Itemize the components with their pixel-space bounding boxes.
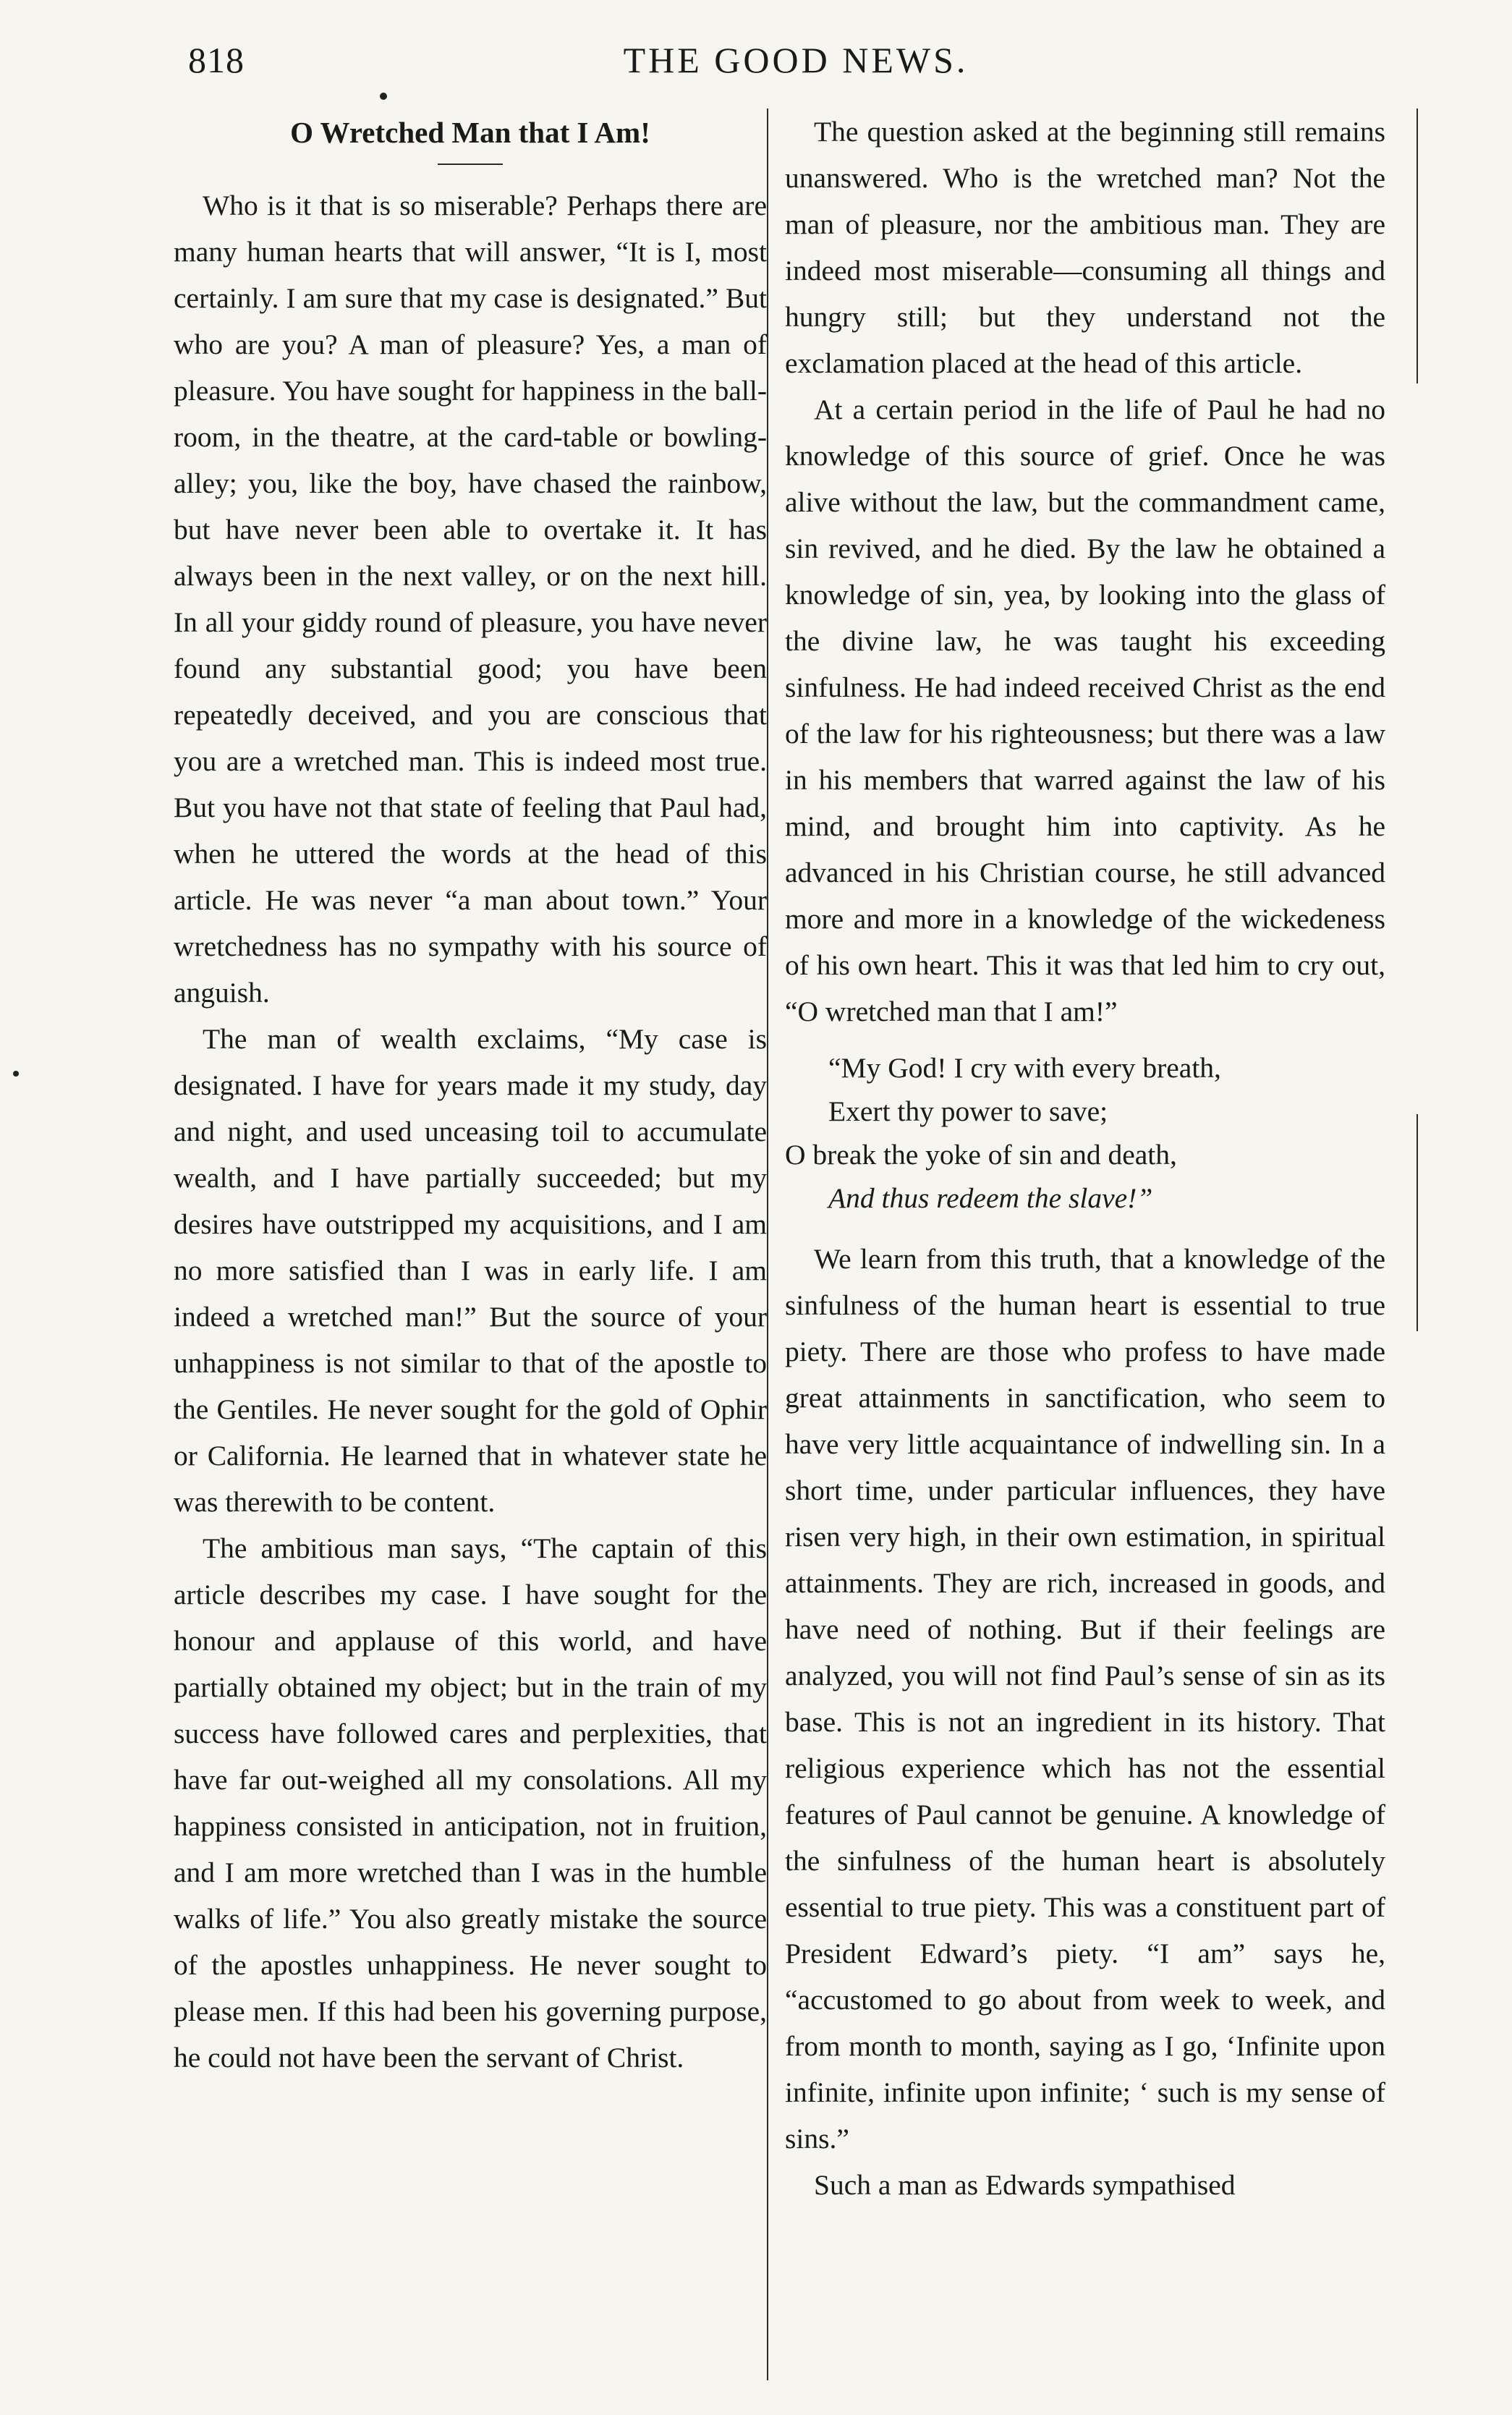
page-number: 818 — [188, 40, 245, 80]
poem-line: Exert thy power to save; — [828, 1095, 1108, 1127]
poem-line: “My God! I cry with every breath, — [828, 1052, 1221, 1084]
title-rule — [438, 164, 503, 165]
left-column — [174, 109, 767, 2081]
right-margin-rule-top — [1417, 109, 1418, 383]
running-title: THE GOOD NEWS. — [623, 40, 969, 80]
column-divider — [767, 109, 768, 2380]
paragraph-ambitious-man: The ambitious man says, “The captain of this article describes my case. I have sought for the honour and applause of this world, and have partially obtained my object; but in the train of my success have followed cares and perplexities, that have far out-weighed all my consolations. All my happiness consisted in anticipation, not in fruition, and I am more wretched than I was in the humble walks of life.” You also greatly mistake the source of the apostles unhappiness. He never sought to please men. If this had been his governing purpose, he could not have been the servant of Christ. — [174, 1532, 767, 2074]
paragraph-edwards-sympathised: Such a man as Edwards sympathised — [814, 2169, 1236, 2201]
article-title: O Wretched Man that I Am! — [290, 116, 650, 149]
poem-stanza — [785, 1046, 1385, 1220]
ink-speck — [380, 93, 387, 100]
poem-line: O break the yoke of sin and death, — [785, 1139, 1177, 1171]
poem-line: And thus redeem the slave!” — [828, 1182, 1153, 1214]
paragraph-question-unanswered: The question asked at the beginning still remains unanswered. Who is the wretched man? Not the man of pleasure, nor the ambitious man. They are indeed most miserable—consuming all things and hungry still; but they understand not the exclamation placed at the head of this article. — [785, 116, 1385, 379]
paragraph-man-of-wealth: The man of wealth exclaims, “My case is designated. I have for years made it my study, day and night, and used unceasing toil to accumulate wealth, and I have partially succeeded; but my desires have outstripped my acquisitions, and I am no more satisfied than I was in early life. I am indeed a wretched man!” But the source of your unhappiness is not similar to that of the apostle to the Gentiles. He never sought for the gold of Ophir or California. He learned that in whatever state he was therewith to be content. — [174, 1023, 767, 1518]
ink-speck — [13, 1071, 19, 1077]
right-column — [785, 109, 1385, 2208]
paragraph-who-is-miserable: Who is it that is so miserable? Perhaps there are many human hearts that will answer, “It is I, most certainly. I am sure that my case is designated.” But who are you? A man of pleasure? Yes, a man of pleasure. You have sought for happiness in the ball-room, in the theatre, at the card-table or bowling-alley; you, like the boy, have chased the rainbow, but have never been able to overtake it. It has always been in the next valley, or on the next hill. In all your giddy round of pleasure, you have never found any substantial good; you have been repeatedly deceived, and you are conscious that you are a wretched man. This is indeed most true. But you have not that state of feeling that Paul had, when he uttered the words at the head of this article. He was never “a man about town.” Your wretchedness has no sympathy with his source of anguish. — [174, 190, 767, 1009]
page-header — [188, 26, 1403, 91]
paragraph-sinfulness-of-heart: We learn from this truth, that a knowledge of the sinfulness of the human heart is essential to true piety. There are those who profess to have made great attainments in sanctification, who seem to have very little acquaintance of indwelling sin. In a short time, under particular influences, they have risen very high, in their own estimation, in spiritual attainments. They are rich, increased in goods, and have need of nothing. But if their feelings are analyzed, you will not find Paul’s sense of sin as its base. This is not an ingredient in its history. That religious experience which has not the essential features of Paul cannot be genuine. A knowledge of the sinfulness of the human heart is absolutely essential to true piety. This was a constituent part of President Edward’s piety. “I am” says he, “accustomed to go about from week to week, and from month to month, saying as I go, ‘Infinite upon infinite, infinite upon infinite; ‘ such is my sense of sins.” — [785, 1243, 1385, 2155]
paragraph-life-of-paul: At a certain period in the life of Paul he had no knowledge of this source of grief. Once he was alive without the law, but the commandment came, sin revived, and he died. By the law he obtained a knowledge of sin, yea, by looking into the glass of the divine law, he was taught his exceeding sinfulness. He had indeed received Christ as the end of the law for his righteousness; but there was a law in his members that warred against the law of his mind, and brought him into captivity. As he advanced in his Christian course, he still advanced more and more in a knowledge of the wickedeness of his own heart. This it was that led him to cry out, “O wretched man that I am!” — [785, 394, 1385, 1027]
right-margin-rule-middle — [1417, 1114, 1418, 1331]
